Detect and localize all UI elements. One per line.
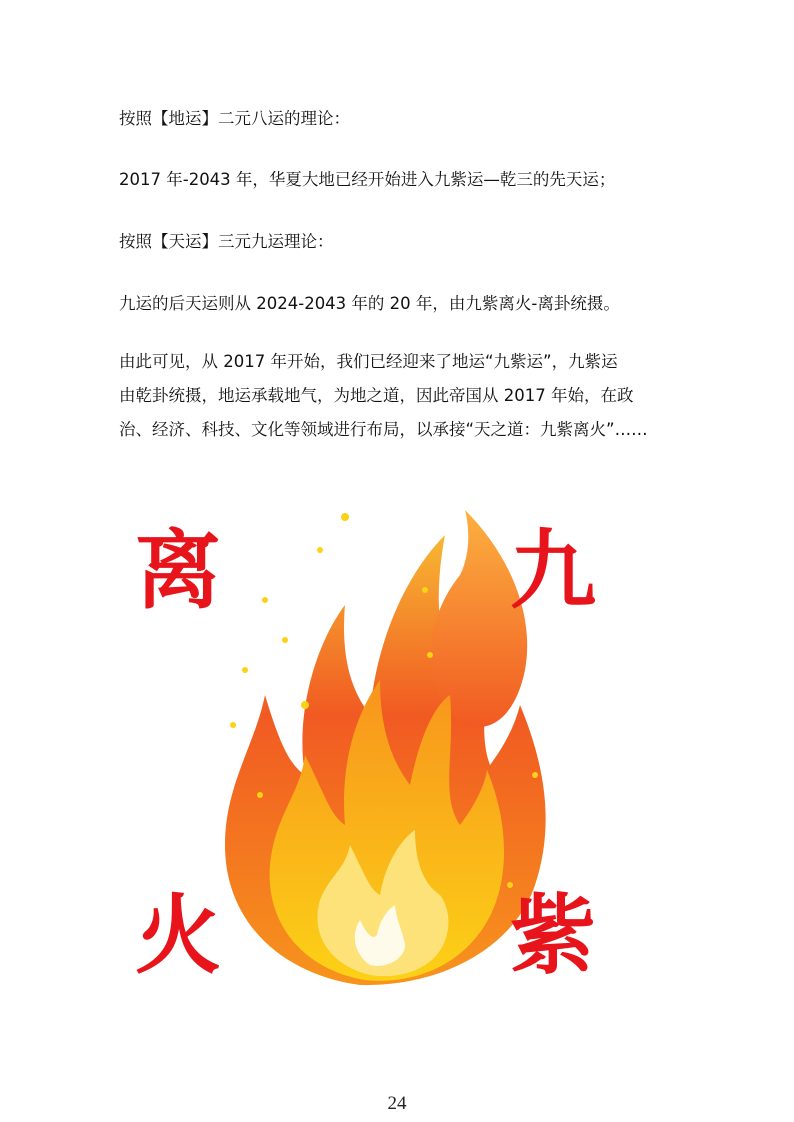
conclusion-line-1: 由此可见，从 2017 年开始，我们已经迎来了地运“九紫运”，九紫运 [119, 352, 618, 371]
char-jiu: 九 [510, 520, 596, 621]
paragraph-earth-luck-theory: 按照【地运】二元八运的理论： [119, 109, 350, 128]
fire-illustration [115, 495, 615, 995]
page-number: 24 [387, 1093, 407, 1114]
char-huo: 火 [135, 885, 221, 986]
char-li: 离 [135, 520, 221, 621]
paragraph-2017-2043: 2017 年-2043 年，华夏大地已经开始进入九紫运—乾三的先天运； [119, 170, 616, 189]
paragraph-ninth-period: 九运的后天运则从 2024-2043 年的 20 年，由九紫离火-离卦统摄。 [119, 294, 620, 313]
conclusion-line-2: 由乾卦统摄，地运承载地气，为地之道，因此帝国从 2017 年始，在政 [119, 386, 634, 405]
char-zi: 紫 [510, 885, 596, 986]
flame-graphic [115, 495, 615, 995]
conclusion-line-3: 治、经济、科技、文化等领域进行布局，以承接“天之道：九紫离火”…… [119, 420, 648, 439]
paragraph-heaven-luck-theory: 按照【天运】三元九运理论： [119, 232, 334, 251]
paragraph-conclusion [119, 345, 699, 447]
